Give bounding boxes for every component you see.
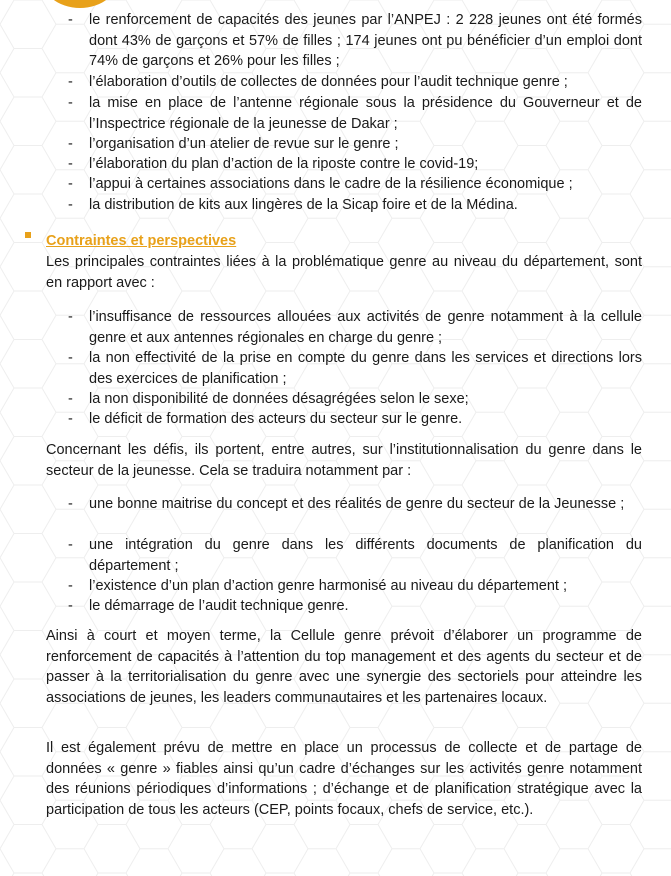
list-item-text: l’appui à certaines associations dans le cadre de la résilience économique ; — [89, 176, 573, 192]
list-item-text: une bonne maitrise du concept et des réalités de genre du secteur de la Jeunesse ; — [89, 496, 625, 512]
list-item-text: l’élaboration d’outils de collectes de données pour l’audit technique genre ; — [89, 74, 568, 90]
list-item-text: l’existence d’un plan d’action genre harmonisé au niveau du département ; — [89, 578, 568, 594]
list-item-text: l’organisation d’un atelier de revue sur le genre ; — [89, 136, 399, 152]
dash-marker: - — [68, 496, 73, 512]
list-item-text: la non effectivité de la prise en compte du genre dans les services et directions lors des exercices de planification ; — [89, 350, 642, 387]
list-item-text: l’insuffisance de ressources allouées aux activités de genre notamment à la cellule genre et aux antennes régionales en charge du genre ; — [89, 309, 642, 346]
dash-marker: - — [68, 598, 73, 614]
dash-marker: - — [68, 350, 73, 366]
list-item-text: le démarrage de l’audit technique genre. — [89, 598, 349, 614]
dash-marker: - — [68, 12, 73, 28]
list-item-text: l’élaboration du plan d’action de la riposte contre le covid-19; — [89, 156, 479, 172]
dash-marker: - — [68, 74, 73, 90]
list-item-text: le déficit de formation des acteurs du secteur sur le genre. — [89, 411, 463, 427]
list-item-text: le renforcement de capacités des jeunes par l’ANPEJ : 2 228 jeunes ont été formés dont 43% de garçons et 57% de filles ; 174 jeunes ont pu bénéficier d’un emploi dont 74% de garçons et 26% pour les filles ; — [89, 12, 642, 69]
dash-marker: - — [68, 176, 73, 192]
list-item-text: la mise en place de l’antenne régionale sous la présidence du Gouverneur et de l’Inspectrice régionale de la jeunesse de Dakar ; — [89, 95, 642, 132]
list-item-text: la distribution de kits aux lingères de la Sicap foire et de la Médina. — [89, 197, 518, 213]
section-title: Contraintes et perspectives — [46, 233, 237, 249]
list-item-text: la non disponibilité de données désagrégées selon le sexe; — [89, 391, 469, 407]
dash-marker: - — [68, 309, 73, 325]
orange-square-bullet-icon — [25, 232, 31, 238]
intro-challenges: Concernant les défis, ils portent, entre autres, sur l’institutionnalisation du genre dans le secteur de la jeunesse. Cela se traduira notamment par : — [46, 442, 642, 479]
dash-marker: - — [68, 537, 73, 553]
dash-marker: - — [68, 95, 73, 111]
dash-marker: - — [68, 197, 73, 213]
intro-constraints: Les principales contraintes liées à la problématique genre au niveau du département, sont en rapport avec : — [46, 254, 642, 291]
dash-marker: - — [68, 156, 73, 172]
dash-marker: - — [68, 411, 73, 427]
paragraph-data-collection: Il est également prévu de mettre en place un processus de collecte et de partage de données « genre » fiables ainsi qu’un cadre d’échanges sur les activités genre notamment des réunions périodiques d’informations ; d’échange et de planification stratégique avec la participation de tous les acteurs (CEP, points focaux, chefs de service, etc.). — [46, 740, 642, 818]
paragraph-short-term: Ainsi à court et moyen terme, la Cellule genre prévoit d’élaborer un programme de renforcement de capacités à l’attention du top management et des agents du secteur et de passer à la territorialisation du genre avec une synergie des sectoriels pour atteindre les associations de jeunes, les leaders communautaires et les partenaires locaux. — [46, 628, 642, 706]
dash-marker: - — [68, 578, 73, 594]
dash-marker: - — [68, 136, 73, 152]
dash-marker: - — [68, 391, 73, 407]
list-item-text: une intégration du genre dans les différents documents de planification du département ; — [89, 537, 642, 574]
